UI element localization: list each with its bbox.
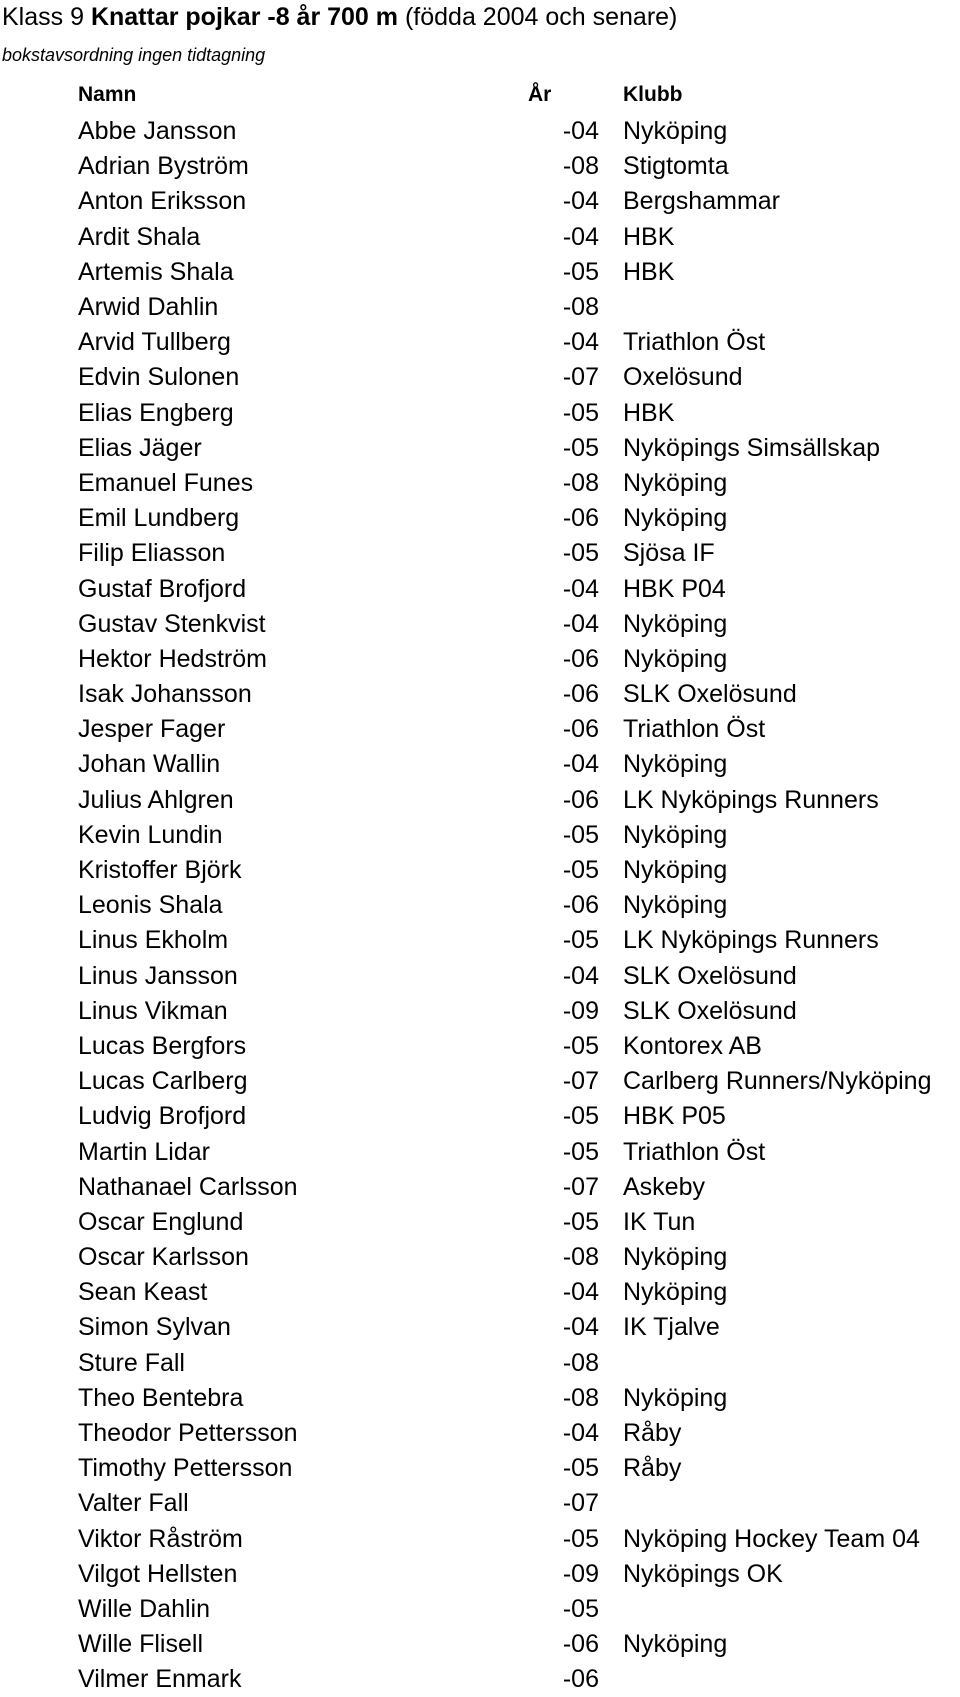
participant-name: Hektor Hedström — [78, 644, 267, 673]
birth-year: -06 — [562, 785, 599, 814]
participant-name: Vilmer Enmark — [78, 1665, 242, 1694]
birth-year: -05 — [562, 1524, 599, 1553]
table-row — [78, 1275, 931, 1310]
participant-name: Wille Flisell — [78, 1630, 203, 1659]
table-row — [78, 501, 931, 536]
table-row — [78, 571, 931, 606]
club-name: Sjösa IF — [623, 539, 715, 568]
table-row — [78, 396, 931, 431]
table-row — [78, 1451, 931, 1486]
club-name: Nyköpings Simsällskap — [623, 433, 881, 462]
birth-year: -08 — [562, 293, 599, 322]
club-name: Nyköping — [623, 1278, 728, 1307]
participant-name: Valter Fall — [78, 1489, 189, 1518]
participant-name: Sture Fall — [78, 1348, 185, 1377]
table-row — [78, 888, 931, 923]
club-name: Nyköping — [623, 468, 728, 497]
club-name: IK Tjalve — [623, 1313, 720, 1342]
club-name: HBK P04 — [623, 574, 726, 603]
birth-year: -05 — [562, 1137, 599, 1166]
table-row — [78, 1029, 931, 1064]
table-row — [78, 1416, 931, 1451]
club-name: SLK Oxelösund — [623, 961, 797, 990]
table-row — [78, 1627, 931, 1662]
participant-name: Timothy Pettersson — [78, 1454, 293, 1483]
table-row — [78, 1240, 931, 1275]
club-name: Nyköping — [623, 504, 728, 533]
birth-year: -06 — [562, 644, 599, 673]
club-name: Stigtomta — [623, 152, 729, 181]
birth-year: -05 — [562, 1594, 599, 1623]
club-name: Triathlon Öst — [623, 715, 766, 744]
birth-year: -04 — [562, 961, 599, 990]
club-name: Råby — [623, 1454, 682, 1483]
table-row — [78, 255, 931, 290]
birth-year: -08 — [562, 1243, 599, 1272]
birth-year: -04 — [562, 1278, 599, 1307]
participant-name: Linus Jansson — [78, 961, 238, 990]
club-name: Nyköping — [623, 609, 728, 638]
participant-name: Sean Keast — [78, 1278, 208, 1307]
club-name: HBK — [623, 257, 675, 286]
participant-name: Edvin Sulonen — [78, 363, 240, 392]
participant-name: Martin Lidar — [78, 1137, 210, 1166]
participant-name: Kristoffer Björk — [78, 856, 242, 885]
club-name — [599, 1662, 931, 1697]
participant-name: Johan Wallin — [78, 750, 221, 779]
club-name: Nyköping Hockey Team 04 — [623, 1524, 920, 1553]
club-name: Nyköping — [623, 1383, 728, 1412]
participant-name: Wille Dahlin — [78, 1594, 210, 1623]
table-row — [78, 994, 931, 1029]
club-name: SLK Oxelösund — [623, 680, 797, 709]
table-row — [78, 1522, 931, 1557]
participant-name: Adrian Byström — [78, 152, 249, 181]
participant-name: Anton Eriksson — [78, 187, 247, 216]
table-row — [78, 290, 931, 325]
birth-year: -05 — [562, 1031, 599, 1060]
club-name: Nyköping — [623, 750, 728, 779]
table-row — [78, 747, 931, 782]
participant-name: Leonis Shala — [78, 891, 223, 920]
participant-name: Lucas Carlberg — [78, 1067, 248, 1096]
club-name: Carlberg Runners/Nyköping — [623, 1067, 932, 1096]
participant-name: Oscar Karlsson — [78, 1243, 249, 1272]
birth-year: -05 — [562, 1454, 599, 1483]
birth-year: -06 — [562, 1665, 599, 1694]
club-name — [599, 1486, 931, 1521]
participant-name: Elias Engberg — [78, 398, 234, 427]
birth-year: -04 — [562, 609, 599, 638]
table-header-row — [78, 76, 931, 114]
club-name: Triathlon Öst — [623, 328, 766, 357]
participant-name: Kevin Lundin — [78, 820, 223, 849]
table-row — [78, 325, 931, 360]
table-row — [78, 114, 931, 149]
club-name: Triathlon Öst — [623, 1137, 766, 1166]
club-name: Råby — [623, 1419, 682, 1448]
column-header-club: Klubb — [623, 83, 683, 106]
table-row — [78, 607, 931, 642]
participant-name: Emil Lundberg — [78, 504, 240, 533]
birth-year: -06 — [562, 1630, 599, 1659]
club-name: Askeby — [623, 1172, 705, 1201]
club-name — [599, 1346, 931, 1381]
table-body — [78, 114, 931, 1697]
participant-name: Gustav Stenkvist — [78, 609, 266, 638]
birth-year: -05 — [562, 398, 599, 427]
table-row — [78, 1592, 931, 1627]
birth-year: -04 — [562, 1313, 599, 1342]
table-row — [78, 1170, 931, 1205]
participant-name: Gustaf Brofjord — [78, 574, 247, 603]
birth-year: -08 — [562, 1383, 599, 1412]
birth-year: -05 — [562, 433, 599, 462]
club-name: Nyköping — [623, 1630, 728, 1659]
table-row — [78, 1662, 931, 1697]
column-header-year: År — [528, 83, 552, 106]
birth-year: -06 — [562, 891, 599, 920]
participant-name: Simon Sylvan — [78, 1313, 231, 1342]
club-name: Oxelösund — [623, 363, 743, 392]
table-row — [78, 431, 931, 466]
participant-name: Theodor Pettersson — [78, 1419, 298, 1448]
participant-name: Ardit Shala — [78, 222, 201, 251]
table-row — [78, 1381, 931, 1416]
club-name: HBK — [623, 398, 675, 427]
table-row — [78, 1205, 931, 1240]
table-row — [78, 783, 931, 818]
table-row — [78, 536, 931, 571]
participant-name: Nathanael Carlsson — [78, 1172, 298, 1201]
club-name — [599, 1592, 931, 1627]
participant-name: Abbe Jansson — [78, 117, 237, 146]
club-name: Nyköpings OK — [623, 1559, 783, 1588]
table-row — [78, 1099, 931, 1134]
table-row — [78, 1134, 931, 1169]
table-row — [78, 1557, 931, 1592]
table-row — [78, 677, 931, 712]
participant-name: Filip Eliasson — [78, 539, 226, 568]
table-row — [78, 1064, 931, 1099]
participant-name: Viktor Råström — [78, 1524, 243, 1553]
participant-name: Arwid Dahlin — [78, 293, 219, 322]
participant-name: Linus Ekholm — [78, 926, 229, 955]
club-name: Bergshammar — [623, 187, 780, 216]
participant-name: Linus Vikman — [78, 996, 228, 1025]
birth-year: -06 — [562, 715, 599, 744]
participant-name: Artemis Shala — [78, 257, 234, 286]
table-row — [78, 853, 931, 888]
participant-name: Lucas Bergfors — [78, 1031, 247, 1060]
birth-year: -04 — [562, 750, 599, 779]
birth-year: -08 — [562, 468, 599, 497]
table-row — [78, 712, 931, 747]
participant-name: Ludvig Brofjord — [78, 1102, 247, 1131]
birth-year: -06 — [562, 504, 599, 533]
table-row — [78, 1310, 931, 1345]
club-name: Nyköping — [623, 891, 728, 920]
column-header-name: Namn — [78, 83, 137, 106]
participant-name: Jesper Fager — [78, 715, 226, 744]
club-name: Kontorex AB — [623, 1031, 762, 1060]
participants-table — [78, 76, 931, 1697]
page-subtitle: bokstavsordning ingen tidtagning — [2, 45, 266, 65]
participant-name: Julius Ahlgren — [78, 785, 234, 814]
table-row — [78, 360, 931, 395]
club-name — [599, 290, 931, 325]
table-row — [78, 184, 931, 219]
birth-year: -08 — [562, 1348, 599, 1377]
birth-year: -05 — [562, 257, 599, 286]
birth-year: -04 — [562, 222, 599, 251]
table-row — [78, 466, 931, 501]
birth-year: -04 — [562, 574, 599, 603]
birth-year: -05 — [562, 820, 599, 849]
birth-year: -07 — [562, 1172, 599, 1201]
birth-year: -09 — [562, 996, 599, 1025]
club-name: LK Nyköpings Runners — [623, 926, 879, 955]
birth-year: -04 — [562, 1419, 599, 1448]
birth-year: -04 — [562, 187, 599, 216]
birth-year: -09 — [562, 1559, 599, 1588]
class-prefix: Klass 9 — [2, 3, 91, 31]
table-row — [78, 149, 931, 184]
table-row — [78, 642, 931, 677]
club-name: LK Nyköpings Runners — [623, 785, 879, 814]
page-title — [2, 2, 677, 32]
birth-year: -05 — [562, 1102, 599, 1131]
table-row — [78, 220, 931, 255]
club-name: Nyköping — [623, 856, 728, 885]
birth-year: -05 — [562, 539, 599, 568]
table-row — [78, 923, 931, 958]
table-row — [78, 1346, 931, 1381]
participant-name: Theo Bentebra — [78, 1383, 244, 1412]
club-name: SLK Oxelösund — [623, 996, 797, 1025]
birth-year: -08 — [562, 152, 599, 181]
birth-year: -04 — [562, 117, 599, 146]
club-name: IK Tun — [623, 1207, 696, 1236]
birth-year: -07 — [562, 1489, 599, 1518]
birth-year: -04 — [562, 328, 599, 357]
birth-year: -06 — [562, 680, 599, 709]
birth-year: -07 — [562, 1067, 599, 1096]
birth-year: -07 — [562, 363, 599, 392]
participant-name: Elias Jäger — [78, 433, 202, 462]
participant-name: Vilgot Hellsten — [78, 1559, 238, 1588]
participant-name: Oscar Englund — [78, 1207, 244, 1236]
table-row — [78, 1486, 931, 1521]
birth-year: -05 — [562, 856, 599, 885]
birth-year: -05 — [562, 1207, 599, 1236]
club-name: Nyköping — [623, 820, 728, 849]
club-name: HBK — [623, 222, 675, 251]
club-name: Nyköping — [623, 1243, 728, 1272]
birth-year: -05 — [562, 926, 599, 955]
club-name: Nyköping — [623, 117, 728, 146]
participant-name: Emanuel Funes — [78, 468, 254, 497]
class-name: Knattar pojkar -8 år 700 m — [90, 3, 399, 31]
club-name: HBK P05 — [623, 1102, 726, 1131]
participant-name: Arvid Tullberg — [78, 328, 231, 357]
table-row — [78, 959, 931, 994]
class-suffix: (födda 2004 och senare) — [398, 3, 678, 31]
table-row — [78, 818, 931, 853]
participant-name: Isak Johansson — [78, 680, 252, 709]
club-name: Nyköping — [623, 644, 728, 673]
